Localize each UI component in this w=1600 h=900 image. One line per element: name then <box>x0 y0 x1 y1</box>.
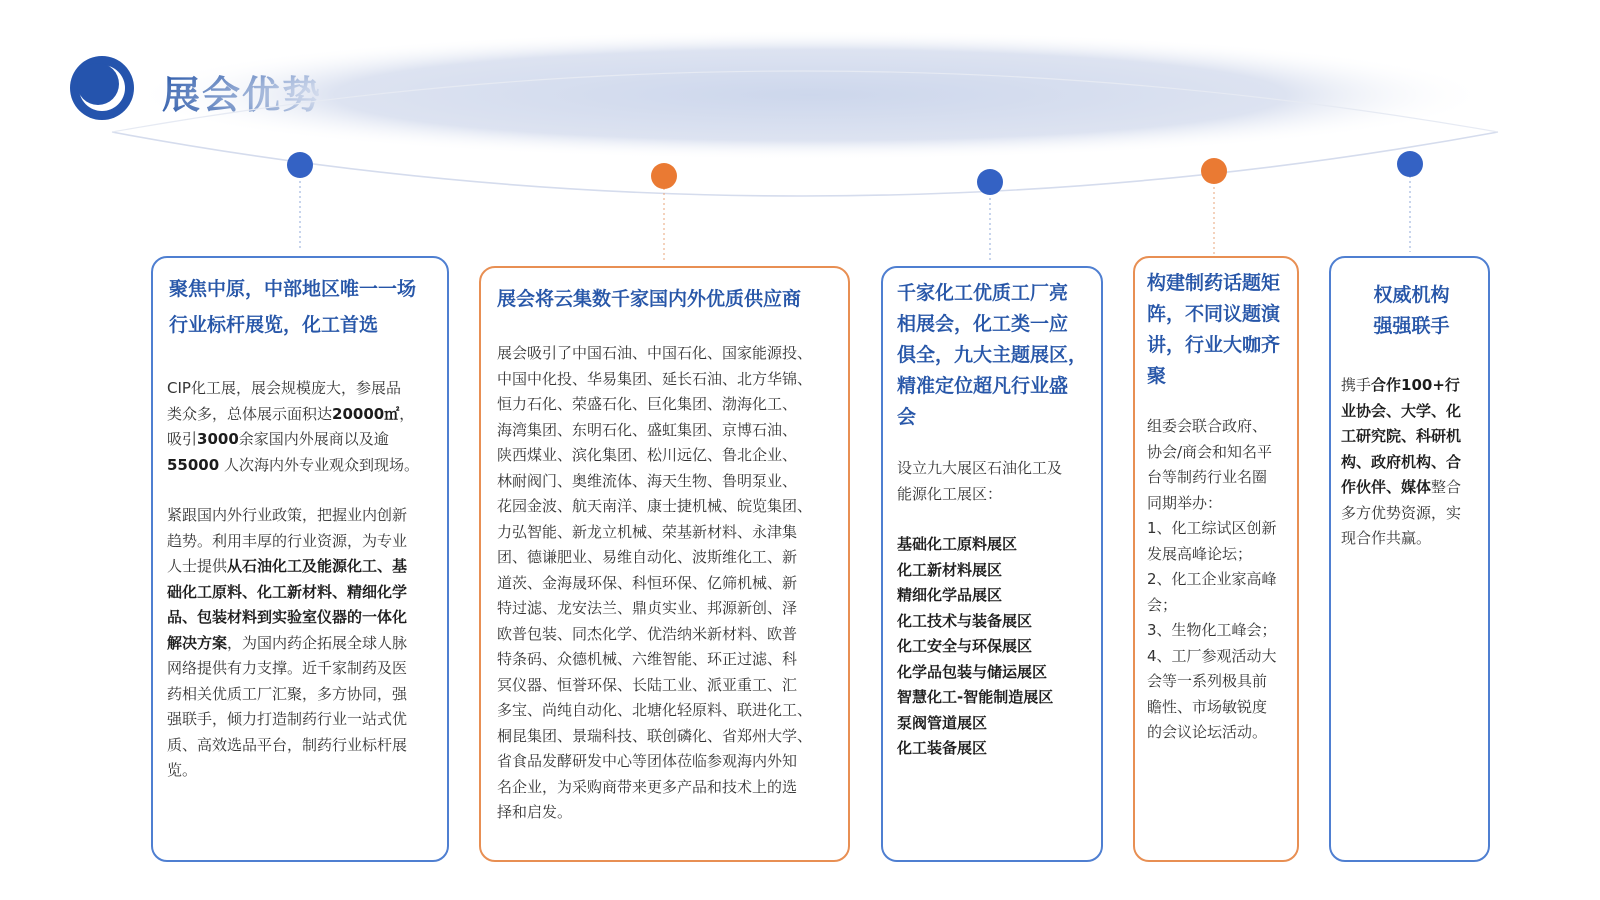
card-central-china <box>151 256 449 862</box>
card-heading-line: 权威机构 <box>1373 284 1450 306</box>
card-paragraph: CIP化工展，展会规模庞大，参展品 类众多，总体展示面积达20000㎡， 吸引3000余家国内外展商以及逾 55000 人次海内外专业观众到现场。 <box>167 379 419 474</box>
card-exhibition-zones <box>881 266 1103 862</box>
timeline-dot <box>977 169 1003 195</box>
card-paragraph: 组委会联合政府、 协会/商会和知名平 台等制药行业名圈 同期举办： 1、化工综试区创新 发展高峰论坛； 2、化工企业家高峰 会； 3、生物化工峰会； 4、工厂参观活动大 会等一系列极具前 瞻性、市场敏锐度 的会议论坛活动。 <box>1147 417 1277 741</box>
card-pharma-topics <box>1133 256 1299 862</box>
card-heading-line: 千家化工优质工厂亮 <box>897 282 1069 304</box>
zone-item: 泵阀管道展区 <box>897 713 988 732</box>
card-paragraph: 展会吸引了中国石油、中国石化、国家能源投、 中国中化投、华易集团、延长石油、北方华锦、 恒力石化、荣盛石化、巨化集团、渤海化工、 海湾集团、东明石化、盛虹集团、京博石油、 陕西煤业、滨化集团、松川远亿、鲁北企业、 林耐阀门、奥维流体、海天生物、鲁明泵业、 花园金波、航天南洋、康士捷机械、皖览集团、 力弘智能、新龙立机械、荣基新材料、永津集 团、德谦肥业、易维自动化、波斯维化工、新 道茨、金海晟环保、科恒环保、亿筛机械、新 特过滤、龙安法兰、鼎贞实业、邦源新创、泽 欧普包装、同杰化学、优浩纳米新材料、欧普 特条码、众德机械、六维智能、环正过滤、科 冥仪器、恒誉环保、长陆工业、派亚重工、汇 多宝、尚纯自动化、北塘化轻原料、联进化工、 桐昆集团、景瑞科技、联创磷化、省郑州大学、 省食品发酵研发中心等团体莅临参观海内外知 名企业，为采购商带来更多产品和技术上的选 择和启发。 <box>497 344 813 821</box>
card-heading-line: 行业标杆展览，化工首选 <box>169 314 379 336</box>
zone-item: 化工安全与环保展区 <box>897 637 1033 655</box>
timeline-dot <box>1201 158 1227 184</box>
card-authority-partners <box>1329 256 1490 862</box>
timeline-dot <box>1397 151 1423 177</box>
card-heading-line: 构建制药话题矩 <box>1147 272 1281 294</box>
card-heading-line: 精准定位超凡行业盛 <box>897 375 1069 397</box>
zone-item: 智慧化工-智能制造展区 <box>897 688 1054 706</box>
zone-item: 化学品包装与储运展区 <box>897 662 1048 681</box>
zone-item: 化工新材料展区 <box>897 560 1003 579</box>
zone-item: 化工装备展区 <box>897 739 988 757</box>
timeline-arc <box>0 0 1600 260</box>
zone-list <box>897 532 1097 762</box>
zone-item: 基础化工原料展区 <box>897 535 1018 553</box>
card-heading-line: 俱全，九大主题展区， <box>897 344 1088 366</box>
card-paragraph: 携手合作100+行 业协会、大学、化 工研究院、科研机 构、政府机构、合 作伙伴、媒体整合 多方优势资源，实 现合作共赢。 <box>1341 376 1462 547</box>
card-paragraph: 紧跟国内外行业政策，把握业内创新 趋势。利用丰厚的行业资源，为专业 人士提供从石油化工及能源化工、基 础化工原料、化工新材料、精细化学 品、包装材料到实验室仪器的一体化 解决方案，为国内药企拓展全球人脉 网络提供有力支撑。近千家制药及医 药相关优质工厂汇聚，多方协同，强 强联手，倾力打造制药行业一站式优 质、高效选品平台，制药行业标杆展 览。 <box>167 506 408 779</box>
card-heading-line: 阵，不同议题演 <box>1147 303 1281 325</box>
timeline-dot <box>651 163 677 189</box>
card-heading-line: 聚 <box>1147 365 1167 387</box>
card-heading-line: 聚焦中原，中部地区唯一一场 <box>169 278 417 300</box>
card-paragraph: 设立九大展区石油化工及 能源化工展区： <box>897 459 1063 503</box>
zone-item: 化工技术与装备展区 <box>897 611 1033 630</box>
zone-item: 精细化学品展区 <box>897 586 1003 604</box>
timeline-dot <box>287 152 313 178</box>
card-heading-line: 会 <box>897 406 917 428</box>
card-heading-line: 相展会，化工类一应 <box>897 313 1069 335</box>
card-heading-line: 展会将云集数千家国内外优质供应商 <box>497 288 802 310</box>
card-suppliers <box>479 266 850 862</box>
card-heading-line: 讲，行业大咖齐 <box>1147 334 1281 356</box>
card-heading-line: 强强联手 <box>1373 315 1450 337</box>
